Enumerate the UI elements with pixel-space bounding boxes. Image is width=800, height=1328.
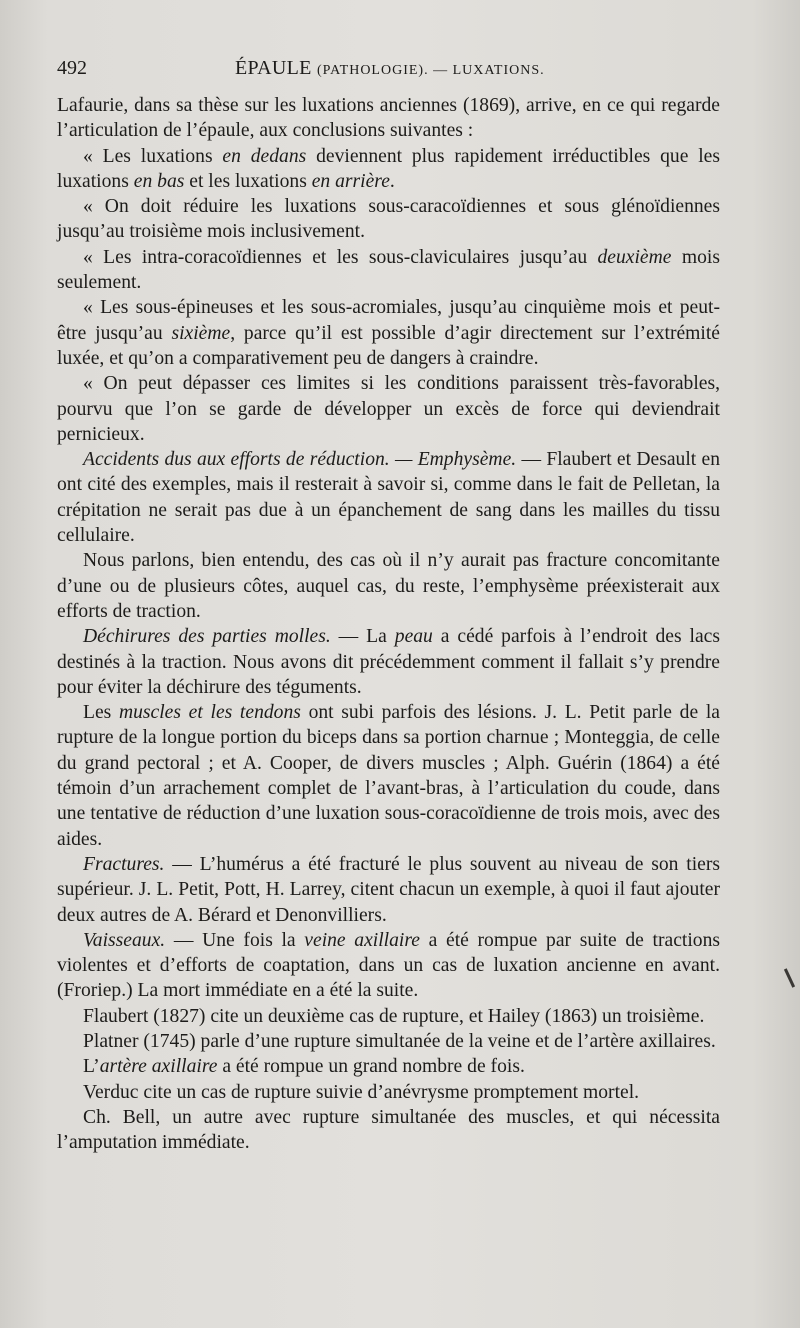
italic-text: Fractures. bbox=[83, 853, 165, 875]
italic-text: peau bbox=[394, 626, 433, 648]
text-run: Flaubert (1827) cite un deuxième cas de rupture, et Hailey (1863) un troisième. bbox=[83, 1005, 705, 1027]
paragraph bbox=[57, 1054, 720, 1079]
text-run: ont subi parfois des lésions. J. L. Petit parle de la rupture de la longue portion du biceps dans sa portion charnue ; Monteggia, de celle du grand pectoral ; et A. Cooper, de divers muscles ; Alph. Guérin (1864) a été témoin d’un arrachement complet de l’avant-bras, à l’articulation du coude, dans une tentative de réduction d’une luxation sous-coracoïdienne de trois mois, avec des aides. bbox=[57, 702, 720, 850]
text-run: — La bbox=[330, 626, 395, 648]
italic-text: artère axillaire bbox=[99, 1056, 218, 1078]
paragraph bbox=[57, 1004, 720, 1029]
italic-text: veine axillaire bbox=[304, 929, 420, 951]
paragraph bbox=[57, 1080, 720, 1105]
page-number: 492 bbox=[57, 57, 87, 79]
italic-text: en arrière bbox=[311, 170, 390, 192]
text-run: « Les intra-coracoïdiennes et les sous-claviculaires jusqu’au bbox=[83, 246, 598, 268]
italic-text: Déchirures des parties molles. bbox=[83, 626, 331, 648]
paragraph bbox=[57, 700, 720, 852]
italic-text: deuxième bbox=[597, 246, 672, 268]
text-run: — Une fois la bbox=[165, 929, 305, 951]
paragraph bbox=[57, 548, 720, 624]
text-run: Ch. Bell, un autre avec rupture simultanée des muscles, et qui nécessita l’amputation immédiate. bbox=[57, 1106, 720, 1154]
running-header bbox=[57, 54, 720, 82]
text-run: a été rompue un grand nombre de fois. bbox=[217, 1056, 525, 1078]
text-run: Verduc cite un cas de rupture suivie d’anévrysme promptement mortel. bbox=[83, 1081, 640, 1103]
text-run: Les bbox=[83, 702, 119, 724]
paragraph bbox=[57, 194, 720, 245]
running-title bbox=[235, 54, 545, 85]
italic-text: Accidents dus aux efforts de réduction. — Emphysème. bbox=[83, 449, 517, 471]
italic-text: muscles et les tendons bbox=[118, 702, 301, 724]
paragraph bbox=[57, 245, 720, 296]
text-run: deviennent plus rapidement irréductibles que les luxations bbox=[57, 145, 720, 192]
italic-text: en bas bbox=[133, 170, 185, 192]
running-title-sub: (PATHOLOGIE). — LUXATIONS. bbox=[316, 63, 545, 78]
text-run: — Flaubert et Desault en ont cité des exemples, mais il resterait à savoir si, comme dans le fait de Pelletan, la crépitation ne serait pas due à un épanchement de sang dans les mailles du tissu cellulaire. bbox=[57, 449, 721, 547]
paragraph bbox=[57, 371, 720, 447]
section-fractures bbox=[57, 852, 720, 928]
text-run: « On peut dépasser ces limites si les conditions paraissent très-favorables, pourvu que l’on se garde de développer un excès de force qui deviendrait pernicieux. bbox=[57, 373, 720, 445]
text-run: Nous parlons, bien entendu, des cas où il n’y aurait pas fracture concomitante d’une ou de plusieurs côtes, auquel cas, du reste, l’emphysème préexisterait aux efforts de traction. bbox=[57, 550, 720, 622]
text-run: a cédé parfois à l’endroit des lacs destinés à la traction. Nous avons dit précédemment comment il fallait s’y prendre pour éviter la déchirure des téguments. bbox=[57, 626, 720, 698]
text-run: a été rompue par suite de tractions violentes et d’efforts de coaptation, dans un cas de luxation ancienne en avant. (Froriep.) La mort immédiate en a été la suite. bbox=[57, 929, 721, 1002]
section-accidents bbox=[57, 447, 720, 548]
text-run: . bbox=[389, 170, 395, 192]
paragraph bbox=[57, 93, 720, 144]
text-run: « On doit réduire les luxations sous-caracoïdiennes et sous glénoïdiennes jusqu’au troisième mois inclusivement. bbox=[57, 196, 720, 243]
text-run: Platner (1745) parle d’une rupture simultanée de la veine et de l’artère axillaires. bbox=[83, 1030, 716, 1052]
text-run: — L’humérus a été fracturé le plus souvent au niveau de son tiers supérieur. J. L. Petit, Pott, H. Larrey, citent chacun un exemple, à quoi il faut ajouter deux autres de A. Bérard et Denonvilliers. bbox=[57, 853, 720, 926]
margin-mark bbox=[784, 968, 795, 987]
italic-text: Vaisseaux. bbox=[83, 929, 166, 951]
text-run: Lafaurie, dans sa thèse sur les luxations anciennes (1869), arrive, en ce qui regarde l’articulation de l’épaule, aux conclusions suivantes : bbox=[57, 95, 720, 142]
text-run: L’ bbox=[83, 1056, 100, 1078]
text-run: mois seulement. bbox=[57, 246, 720, 294]
text-run: et les luxations bbox=[184, 170, 312, 192]
text-run: « Les sous-épineuses et les sous-acromiales, jusqu’au cinquième mois et peut-être jusqu’au bbox=[57, 297, 720, 344]
italic-text: sixième bbox=[171, 322, 231, 344]
paragraph bbox=[57, 1029, 720, 1054]
italic-text: en dedans bbox=[222, 145, 307, 167]
body-text bbox=[57, 93, 720, 1155]
running-title-main: ÉPAULE bbox=[235, 57, 312, 79]
section-dechirures bbox=[57, 624, 720, 700]
text-run: , parce qu’il est possible d’agir directement sur l’extrémité luxée, et qu’on a comparativement peu de dangers à craindre. bbox=[57, 322, 721, 369]
section-vaisseaux bbox=[57, 928, 720, 1004]
text-run: « Les luxations bbox=[83, 145, 223, 167]
paragraph bbox=[57, 1105, 720, 1156]
paragraph bbox=[57, 295, 720, 371]
paragraph bbox=[57, 144, 720, 195]
